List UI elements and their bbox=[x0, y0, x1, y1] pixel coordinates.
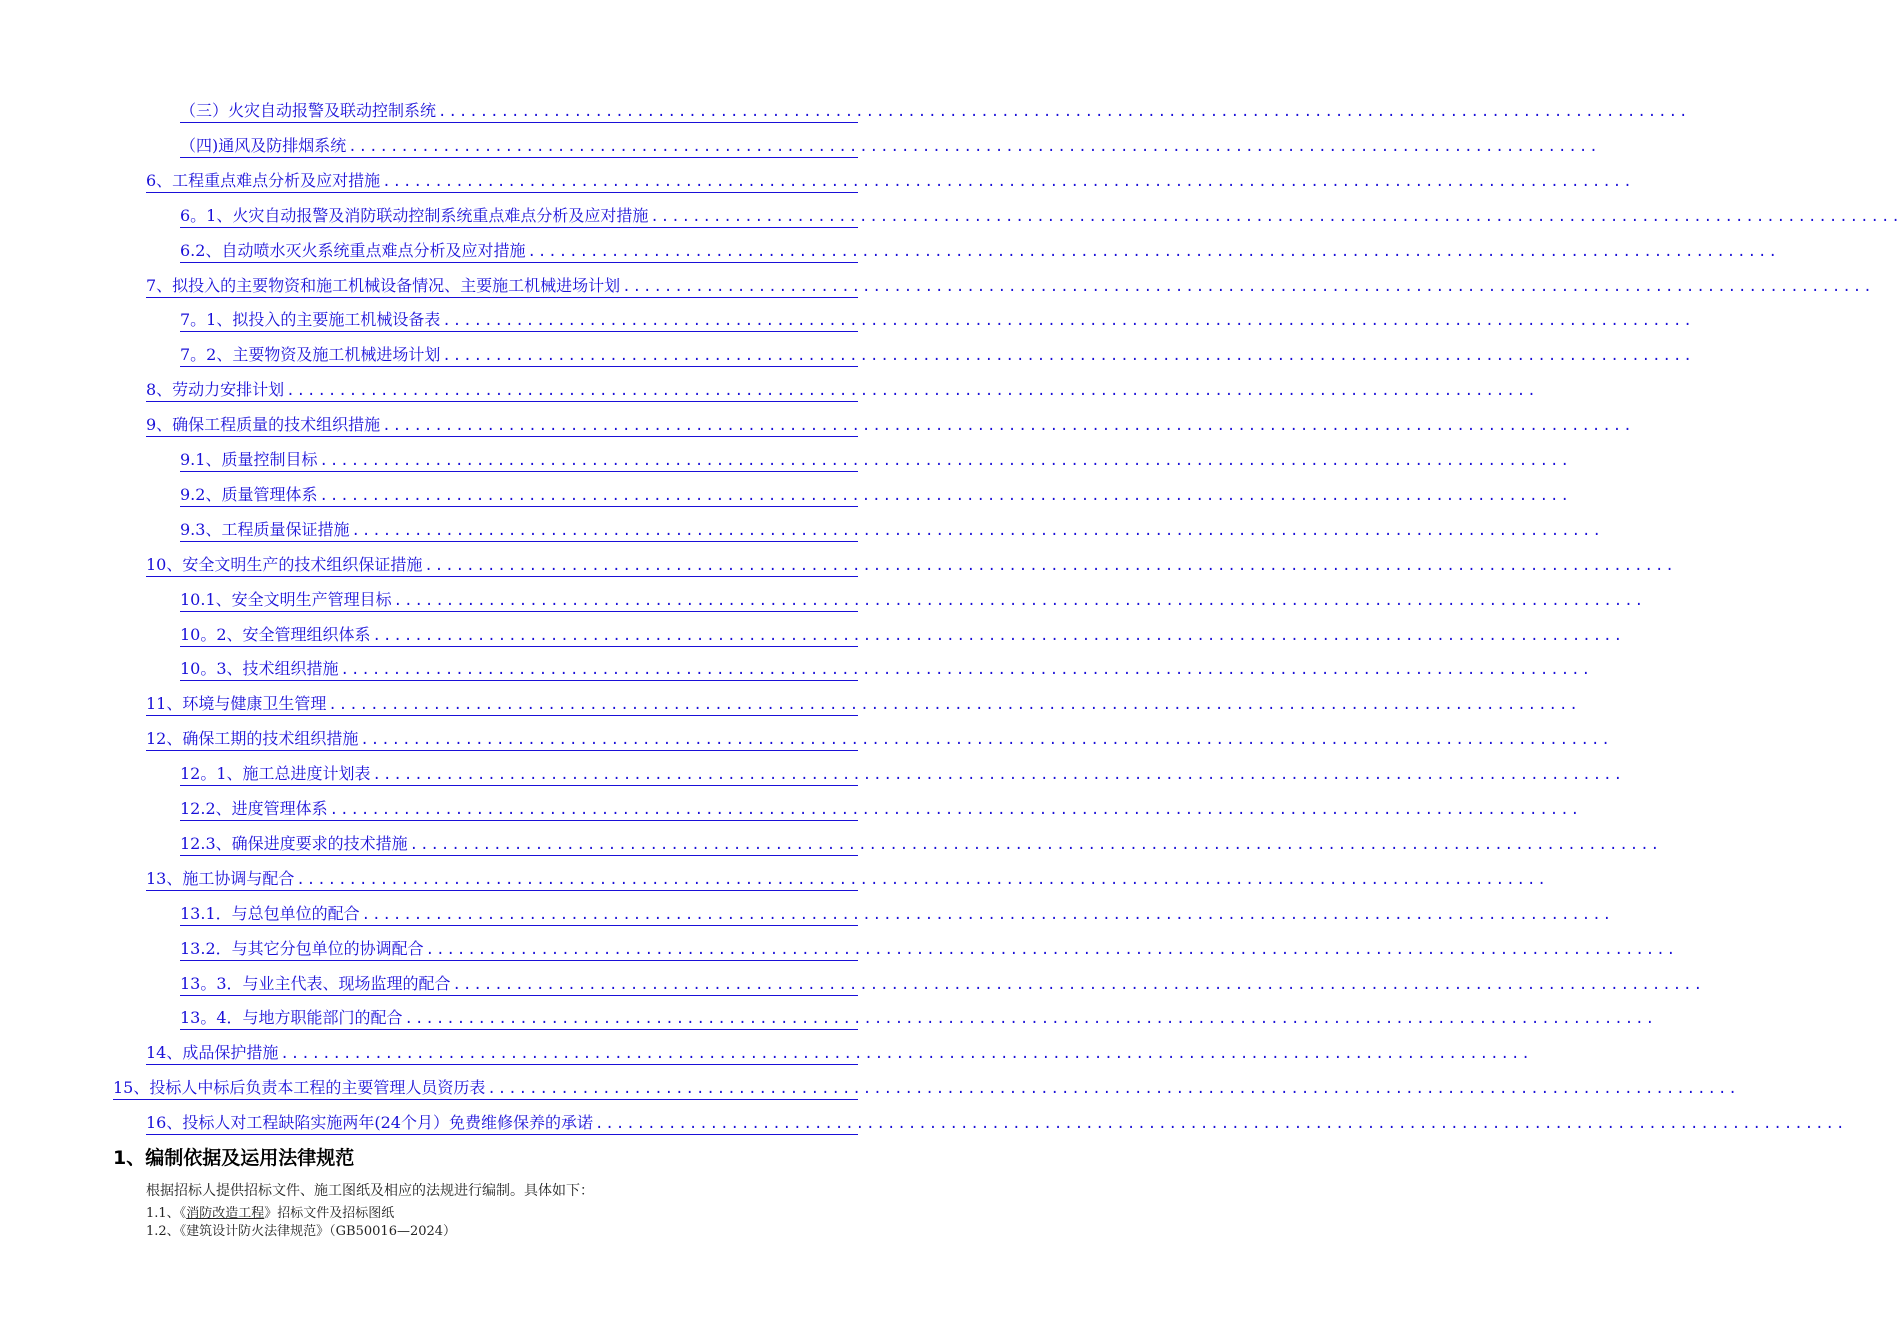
toc-entry[interactable] bbox=[146, 1113, 1847, 1135]
toc-entry[interactable] bbox=[180, 310, 1694, 332]
toc-entry-label: 10、安全文明生产的技术组织保证措施 bbox=[146, 554, 423, 574]
toc-entry-label: 10。2、安全管理组织体系 bbox=[180, 624, 371, 644]
toc-dot-leader: ........................................................................................................................ bbox=[487, 1081, 1739, 1098]
toc-dot-leader: ........................................................................................................................ bbox=[404, 1011, 1656, 1028]
toc-dot-leader: ........................................................................................................................ bbox=[393, 592, 1646, 609]
toc-dot-leader: ........................................................................................................................ bbox=[361, 906, 1614, 923]
toc-entry-label: 10.1、安全文明生产管理目标 bbox=[180, 589, 392, 609]
toc-entry[interactable] bbox=[146, 729, 1612, 751]
toc-entry-label: 13.2．与其它分包单位的协调配合 bbox=[180, 938, 424, 958]
toc-dot-leader: ........................................................................................................................ bbox=[340, 662, 1592, 679]
toc-entry-label: 9.1、质量控制目标 bbox=[180, 450, 318, 469]
toc-dot-leader: ........................................................................................................................ bbox=[650, 208, 1902, 225]
toc-dot-leader: ........................................................................................................................ bbox=[348, 138, 1600, 155]
reference-item-2: 1.2、《建筑设计防火法律规范》（GB50016—2024） bbox=[146, 1224, 457, 1239]
toc-entry[interactable] bbox=[180, 240, 1779, 263]
toc-dot-leader: ........................................................................................................................ bbox=[351, 522, 1603, 539]
toc-entry-label: 13。3．与业主代表、现场监理的配合 bbox=[180, 973, 451, 993]
toc-dot-leader: ........................................................................................................................ bbox=[372, 627, 1624, 644]
toc-entry[interactable] bbox=[180, 345, 1694, 367]
toc-entry-label: 8、劳动力安排计划 bbox=[146, 380, 285, 400]
toc-entry[interactable] bbox=[146, 415, 1634, 437]
toc-entry[interactable] bbox=[180, 973, 1704, 996]
toc-entry-label: 6、工程重点难点分析及应对措施 bbox=[146, 170, 381, 190]
toc-entry[interactable] bbox=[180, 450, 1571, 472]
toc-dot-leader: ........................................................................................................................ bbox=[372, 767, 1624, 784]
toc-entry-label: 12、确保工期的技术组织措施 bbox=[146, 729, 359, 749]
toc-entry-label: 7。1、拟投入的主要施工机械设备表 bbox=[180, 310, 441, 330]
reference-item-1-suffix: 》招标文件及招标图纸 bbox=[264, 1206, 395, 1221]
toc-entry[interactable] bbox=[146, 170, 1634, 193]
toc-entry-label: 12.3、确保进度要求的技术措施 bbox=[180, 833, 408, 853]
toc-entry[interactable] bbox=[146, 694, 1580, 716]
section-heading: 1、编制依据及运用法律规范 bbox=[113, 1147, 355, 1169]
toc-entry[interactable] bbox=[146, 554, 1676, 577]
toc-dot-leader: ........................................................................................................................ bbox=[527, 243, 1779, 260]
toc-entry-label: （四)通风及防排烟系统 bbox=[180, 135, 347, 155]
toc-dot-leader: ........................................................................................................................ bbox=[319, 487, 1571, 504]
toc-dot-leader: ........................................................................................................................ bbox=[360, 732, 1612, 749]
toc-dot-leader: ........................................................................................................................ bbox=[328, 697, 1580, 714]
toc-entry[interactable] bbox=[180, 519, 1603, 542]
toc-entry-label: 12。1、施工总进度计划表 bbox=[180, 764, 371, 784]
toc-dot-leader: ........................................................................................................................ bbox=[424, 557, 1676, 574]
toc-entry-label: 13、施工协调与配合 bbox=[146, 868, 295, 888]
toc-entry[interactable] bbox=[146, 275, 1874, 298]
toc-entry-label: 16、投标人对工程缺陷实施两年(24个月）免费维修保养的承诺 bbox=[146, 1113, 593, 1133]
toc-entry-label: 6。1、火灾自动报警及消防联动控制系统重点难点分析及应对措施 bbox=[180, 205, 649, 225]
toc-entry-label: 7、拟投入的主要物资和施工机械设备情况、主要施工机械进场计划 bbox=[146, 275, 621, 295]
toc-entry[interactable] bbox=[146, 380, 1538, 402]
toc-entry-label: 9.2、质量管理体系 bbox=[180, 484, 318, 504]
toc-dot-leader: ........................................................................................................................ bbox=[622, 278, 1874, 295]
reference-item-1-project: 消防改造工程 bbox=[186, 1206, 265, 1221]
toc-dot-leader: ........................................................................................................................ bbox=[280, 1046, 1532, 1063]
toc-entry-label: 9、确保工程质量的技术组织措施 bbox=[146, 415, 381, 435]
toc-dot-leader: ........................................................................................................................ bbox=[296, 871, 1548, 888]
toc-dot-leader: ........................................................................................................................ bbox=[382, 418, 1634, 435]
toc-entry-label: 9.3、工程质量保证措施 bbox=[180, 519, 350, 539]
toc-entry-label: （三）火灾自动报警及联动控制系统 bbox=[180, 101, 437, 120]
toc-dot-leader: ........................................................................................................................ bbox=[329, 802, 1582, 818]
section-intro: 根据招标人提供招标文件、施工图纸及相应的法规进行编制。具体如下： bbox=[146, 1183, 594, 1199]
toc-entry[interactable] bbox=[113, 1078, 1739, 1100]
toc-entry[interactable] bbox=[180, 833, 1662, 856]
toc-dot-leader: ........................................................................................................................ bbox=[594, 1116, 1847, 1133]
toc-dot-leader: ........................................................................................................................ bbox=[442, 313, 1694, 330]
toc-entry-label: 10。3、技术组织措施 bbox=[180, 659, 339, 679]
toc-entry-label: 6.2、自动喷水灭火系统重点难点分析及应对措施 bbox=[180, 240, 526, 260]
toc-entry-label: 13.1．与总包单位的配合 bbox=[180, 903, 360, 923]
toc-dot-leader: ........................................................................................................................ bbox=[438, 104, 1690, 120]
toc-entry[interactable] bbox=[180, 903, 1614, 926]
toc-entry[interactable] bbox=[180, 135, 1600, 158]
toc-entry-label: 7。2、主要物资及施工机械进场计划 bbox=[180, 345, 441, 365]
toc-entry[interactable] bbox=[180, 938, 1678, 961]
toc-dot-leader: ........................................................................................................................ bbox=[286, 383, 1538, 400]
toc-entry[interactable] bbox=[146, 1043, 1532, 1065]
toc-entry[interactable] bbox=[180, 484, 1571, 507]
reference-item-1 bbox=[146, 1202, 394, 1221]
toc-entry[interactable] bbox=[180, 659, 1592, 681]
toc-entry[interactable] bbox=[180, 764, 1624, 786]
toc-dot-leader: ........................................................................................................................ bbox=[452, 976, 1704, 993]
toc-dot-leader: ........................................................................................................................ bbox=[425, 941, 1678, 958]
toc-dot-leader: ........................................................................................................................ bbox=[382, 173, 1634, 190]
toc-entry-label: 14、成品保护措施 bbox=[146, 1043, 279, 1063]
toc-entry-label: 12.2、进度管理体系 bbox=[180, 799, 328, 818]
toc-entry[interactable] bbox=[180, 589, 1646, 612]
toc-dot-leader: ........................................................................................................................ bbox=[319, 453, 1571, 469]
toc-entry[interactable] bbox=[180, 799, 1582, 821]
toc-dot-leader: ........................................................................................................................ bbox=[442, 348, 1694, 365]
toc-entry-label: 13。4．与地方职能部门的配合 bbox=[180, 1008, 403, 1028]
toc-entry[interactable] bbox=[180, 205, 1902, 228]
toc-entry-label: 11、环境与健康卫生管理 bbox=[146, 694, 327, 714]
toc-entry[interactable] bbox=[146, 868, 1548, 891]
toc-entry[interactable] bbox=[180, 624, 1624, 647]
toc-entry[interactable] bbox=[180, 101, 1690, 123]
toc-entry-label: 15、投标人中标后负责本工程的主要管理人员资历表 bbox=[113, 1078, 486, 1098]
toc-entry[interactable] bbox=[180, 1008, 1656, 1030]
toc-dot-leader: ........................................................................................................................ bbox=[409, 836, 1662, 853]
reference-item-1-prefix: 1.1、《 bbox=[146, 1206, 187, 1221]
